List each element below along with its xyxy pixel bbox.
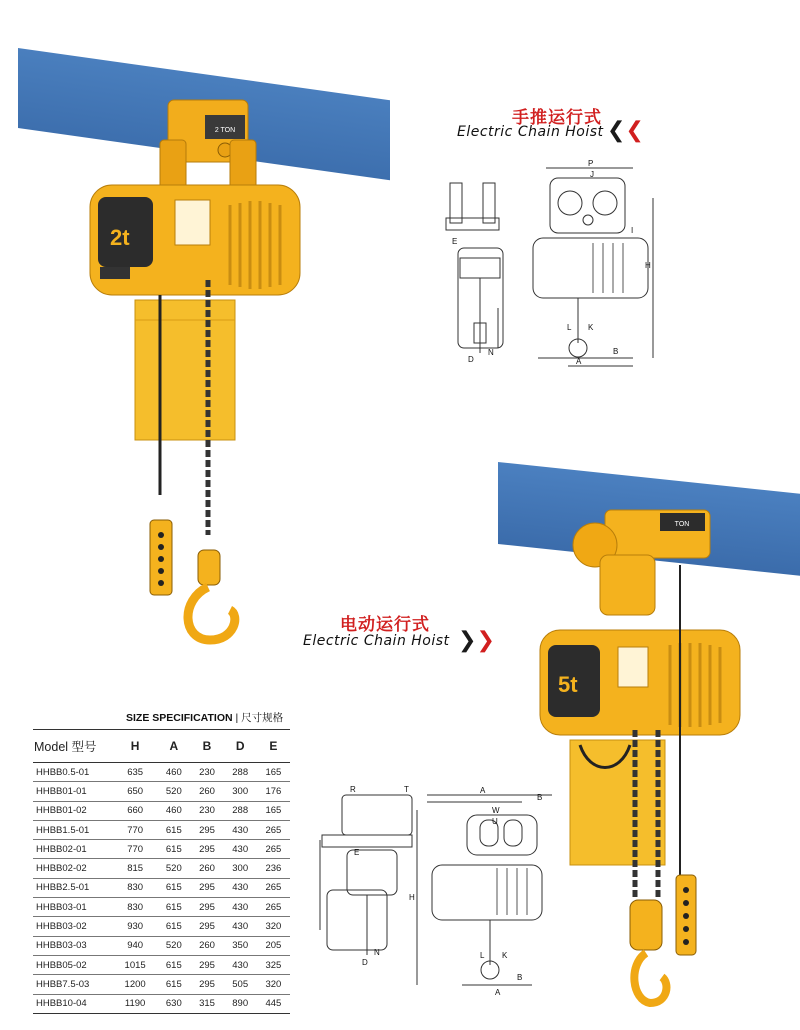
size-spec-table — [33, 729, 290, 1014]
dimension-cell: 460 — [157, 763, 190, 782]
table-row — [33, 840, 290, 859]
dimension-cell: 295 — [190, 840, 223, 859]
dimension-cell: 520 — [157, 859, 190, 878]
trolley-label: 2 TON — [214, 127, 236, 134]
dimension-cell: 295 — [190, 975, 223, 994]
table-row — [33, 917, 290, 936]
dimension-cell: 430 — [224, 840, 257, 859]
model-cell: HHBB1.5-01 — [33, 820, 113, 839]
dimension-cell: 830 — [113, 878, 157, 897]
dimension-cell: 815 — [113, 859, 157, 878]
dimension-cell: 460 — [157, 801, 190, 820]
dimension-cell: 1015 — [113, 955, 157, 974]
dimension-cell: 430 — [224, 878, 257, 897]
dim-label-a: A — [576, 357, 582, 366]
dim-label-d: D — [468, 355, 474, 364]
manual-trolley-hoist-image — [80, 95, 340, 655]
dimension-cell: 260 — [190, 936, 223, 955]
model-cell: HHBB0.5-01 — [33, 763, 113, 782]
dim-label-w: W — [492, 806, 500, 815]
dim-label-b: B — [613, 347, 619, 356]
dimension-cell: 770 — [113, 840, 157, 859]
table-row — [33, 820, 290, 839]
dimension-cell: 260 — [190, 859, 223, 878]
dimension-cell: 295 — [190, 898, 223, 917]
dimension-cell: 236 — [257, 859, 290, 878]
dimension-cell: 520 — [157, 782, 190, 801]
model-cell: HHBB02-01 — [33, 840, 113, 859]
manual-trolley-technical-drawing — [438, 158, 663, 373]
dimension-cell: 940 — [113, 936, 157, 955]
model-cell: HHBB2.5-01 — [33, 878, 113, 897]
dim-label-l-bottom: L — [480, 951, 485, 960]
dimension-cell: 295 — [190, 955, 223, 974]
dim-label-d-bottom: D — [362, 958, 368, 967]
dimension-cell: 650 — [113, 782, 157, 801]
table-row — [33, 859, 290, 878]
dimension-cell: 288 — [224, 763, 257, 782]
model-cell: HHBB03-02 — [33, 917, 113, 936]
table-row — [33, 782, 290, 801]
dim-label-n-bottom: N — [374, 948, 380, 957]
electric-trolley-technical-drawing — [312, 780, 562, 998]
dimension-cell: 890 — [224, 994, 257, 1013]
dimension-cell: 1190 — [113, 994, 157, 1013]
dimension-cell: 265 — [257, 878, 290, 897]
trolley-label-bottom: TON — [674, 521, 690, 528]
dim-label-k-bottom: K — [502, 951, 508, 960]
spec-header-row — [33, 730, 290, 763]
col-header-b: B — [190, 730, 223, 763]
table-row — [33, 955, 290, 974]
col-header-h: H — [113, 730, 157, 763]
dimension-cell: 320 — [257, 917, 290, 936]
table-row — [33, 936, 290, 955]
dimension-cell: 430 — [224, 917, 257, 936]
dim-label-r: R — [350, 785, 356, 794]
dimension-cell: 615 — [157, 955, 190, 974]
dim-label-k: K — [588, 323, 594, 332]
model-cell: HHBB03-01 — [33, 898, 113, 917]
spec-title — [126, 710, 283, 725]
col-header-model: Model 型号 — [33, 730, 113, 763]
table-row — [33, 994, 290, 1013]
table-row — [33, 975, 290, 994]
dimension-cell: 288 — [224, 801, 257, 820]
model-cell: HHBB01-02 — [33, 801, 113, 820]
dim-label-e: E — [452, 237, 458, 246]
dimension-cell: 630 — [157, 994, 190, 1013]
table-row — [33, 801, 290, 820]
dim-label-a-top: A — [480, 786, 486, 795]
dimension-cell: 265 — [257, 840, 290, 859]
dim-label-b-bottom: B — [517, 973, 523, 982]
table-row — [33, 878, 290, 897]
dim-label-j: J — [590, 170, 594, 179]
dim-label-h-bottom: H — [409, 893, 415, 902]
dimension-cell: 265 — [257, 820, 290, 839]
electric-type-title-cn: 电动运行式 — [340, 615, 430, 635]
dimension-cell: 230 — [190, 763, 223, 782]
dimension-cell: 295 — [190, 878, 223, 897]
dimension-cell: 830 — [113, 898, 157, 917]
dim-label-l: L — [567, 323, 572, 332]
dimension-cell: 770 — [113, 820, 157, 839]
chevron-right-icon: ❯❯ — [458, 627, 495, 652]
dimension-cell: 165 — [257, 763, 290, 782]
dimension-cell: 315 — [190, 994, 223, 1013]
dimension-cell: 265 — [257, 898, 290, 917]
table-row — [33, 763, 290, 782]
model-cell: HHBB01-01 — [33, 782, 113, 801]
dimension-cell: 165 — [257, 801, 290, 820]
dimension-cell: 205 — [257, 936, 290, 955]
dim-label-e-bottom: E — [354, 848, 360, 857]
model-cell: HHBB03-03 — [33, 936, 113, 955]
dimension-cell: 176 — [257, 782, 290, 801]
dimension-cell: 295 — [190, 820, 223, 839]
dim-label-n: N — [488, 348, 494, 357]
col-header-e: E — [257, 730, 290, 763]
dimension-cell: 445 — [257, 994, 290, 1013]
col-header-d: D — [224, 730, 257, 763]
table-row — [33, 898, 290, 917]
dimension-cell: 350 — [224, 936, 257, 955]
dimension-cell: 615 — [157, 840, 190, 859]
col-header-a: A — [157, 730, 190, 763]
dimension-cell: 615 — [157, 898, 190, 917]
dimension-cell: 615 — [157, 975, 190, 994]
dimension-cell: 430 — [224, 820, 257, 839]
dimension-cell: 430 — [224, 898, 257, 917]
dimension-cell: 230 — [190, 801, 223, 820]
dimension-cell: 260 — [190, 782, 223, 801]
manual-type-title-en: Electric Chain Hoist — [457, 124, 604, 140]
dim-label-t: T — [404, 785, 409, 794]
dimension-cell: 615 — [157, 917, 190, 936]
dimension-cell: 635 — [113, 763, 157, 782]
dim-label-h: H — [645, 261, 651, 270]
dim-label-p: P — [588, 159, 594, 168]
dimension-cell: 430 — [224, 955, 257, 974]
dim-label-i: I — [631, 226, 634, 235]
model-cell: HHBB7.5-03 — [33, 975, 113, 994]
dimension-cell: 505 — [224, 975, 257, 994]
manual-type-title-cn: 手推运行式 — [512, 108, 602, 128]
hoist-capacity-label-bottom: 5t — [558, 672, 578, 697]
dim-label-b-top: B — [537, 793, 543, 802]
dimension-cell: 930 — [113, 917, 157, 936]
dim-label-a-bottom: A — [495, 988, 501, 997]
spec-title-en: SIZE SPECIFICATION — [126, 712, 233, 724]
dimension-cell: 520 — [157, 936, 190, 955]
dimension-cell: 300 — [224, 782, 257, 801]
dimension-cell: 1200 — [113, 975, 157, 994]
dimension-cell: 300 — [224, 859, 257, 878]
dimension-cell: 615 — [157, 878, 190, 897]
electric-trolley-hoist-image — [530, 505, 792, 1015]
model-cell: HHBB05-02 — [33, 955, 113, 974]
dimension-cell: 660 — [113, 801, 157, 820]
model-cell: HHBB10-04 — [33, 994, 113, 1013]
dimension-cell: 295 — [190, 917, 223, 936]
dimension-cell: 615 — [157, 820, 190, 839]
dimension-cell: 320 — [257, 975, 290, 994]
electric-type-title-en: Electric Chain Hoist — [303, 633, 450, 649]
spec-title-cn: | 尺寸规格 — [235, 712, 284, 724]
dim-label-u: U — [492, 817, 498, 826]
hoist-capacity-label: 2t — [110, 225, 130, 250]
chevron-left-icon: ❮❮ — [607, 117, 644, 142]
model-cell: HHBB02-02 — [33, 859, 113, 878]
dimension-cell: 325 — [257, 955, 290, 974]
